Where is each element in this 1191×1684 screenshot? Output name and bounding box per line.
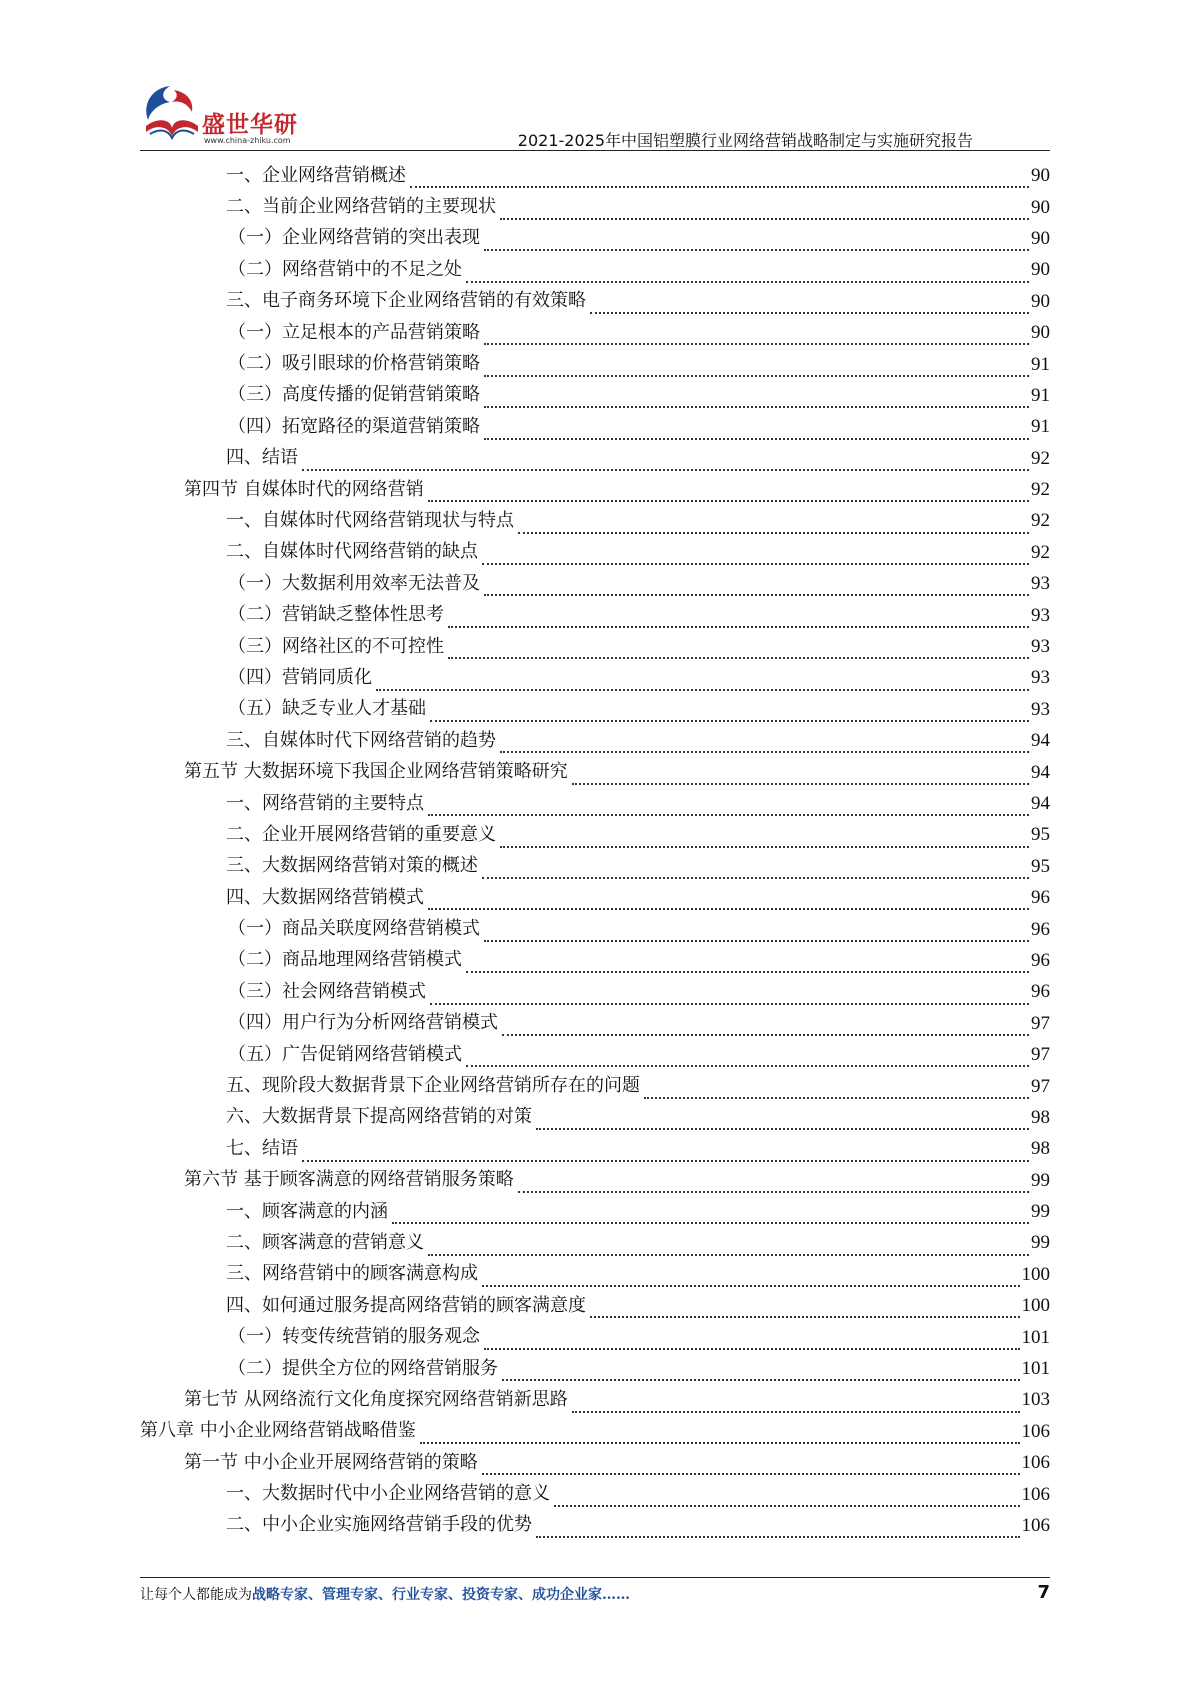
toc-entry-page: 101 (1021, 1358, 1050, 1380)
toc-entry-page: 99 (1031, 1232, 1050, 1254)
toc-entry[interactable] (140, 443, 1050, 474)
toc-dot-leader (500, 733, 1029, 753)
toc-entry-label: 第五节 大数据环境下我国企业网络营销策略研究 (184, 761, 568, 783)
header-divider (140, 150, 1050, 151)
toc-dot-leader (302, 451, 1029, 471)
toc-entry[interactable] (140, 1039, 1050, 1070)
toc-entry-page: 96 (1031, 918, 1050, 940)
toc-entry-label: 二、当前企业网络营销的主要现状 (226, 196, 496, 218)
toc-entry[interactable] (140, 1133, 1050, 1164)
toc-entry-page: 94 (1031, 730, 1050, 752)
toc-entry[interactable] (140, 380, 1050, 411)
toc-dot-leader (518, 1173, 1029, 1193)
company-logo (140, 82, 310, 144)
toc-entry-page: 97 (1031, 1044, 1050, 1066)
toc-entry-label: （四）拓宽路径的渠道营销策略 (228, 415, 480, 437)
toc-entry-page: 92 (1031, 479, 1050, 501)
toc-dot-leader (484, 576, 1029, 596)
toc-entry-label: 七、结语 (226, 1137, 298, 1159)
toc-dot-leader (484, 357, 1029, 377)
toc-entry-label: 一、大数据时代中小企业网络营销的意义 (226, 1483, 550, 1505)
logo-emblem-icon (140, 82, 204, 144)
toc-dot-leader (644, 1079, 1029, 1099)
toc-entry-label: （一）大数据利用效率无法普及 (228, 572, 480, 594)
toc-entry-page: 98 (1031, 1138, 1050, 1160)
toc-dot-leader (482, 1267, 1020, 1287)
toc-entry[interactable] (140, 976, 1050, 1007)
toc-entry[interactable] (140, 913, 1050, 944)
toc-entry-label: 三、自媒体时代下网络营销的趋势 (226, 729, 496, 751)
toc-dot-leader (590, 294, 1029, 314)
toc-dot-leader (484, 922, 1029, 942)
toc-entry[interactable] (140, 537, 1050, 568)
footer-slogan-prefix: 让每个人都能成为 (140, 1587, 252, 1603)
toc-dot-leader (410, 168, 1029, 188)
toc-dot-leader (484, 388, 1029, 408)
report-title: 2021-2025年中国铝塑膜行业网络营销战略制定与实施研究报告 (517, 131, 973, 150)
toc-entry-page: 93 (1031, 667, 1050, 689)
toc-entry[interactable] (140, 1447, 1050, 1478)
toc-entry-page: 96 (1031, 949, 1050, 971)
toc-entry-label: 第七节 从网络流行文化角度探究网络营销新思路 (184, 1388, 568, 1410)
toc-entry-label: （五）广告促销网络营销模式 (228, 1043, 462, 1065)
toc-entry-page: 99 (1031, 1201, 1050, 1223)
toc-entry-label: 三、网络营销中的顾客满意构成 (226, 1263, 478, 1285)
toc-entry-label: （二）商品地理网络营销模式 (228, 949, 462, 971)
toc-entry[interactable] (140, 160, 1050, 191)
toc-dot-leader (482, 859, 1029, 879)
toc-entry-page: 91 (1031, 384, 1050, 406)
footer-divider (140, 1577, 1050, 1578)
toc-entry-page: 97 (1031, 1012, 1050, 1034)
toc-entry[interactable] (140, 1321, 1050, 1352)
toc-entry-label: 五、现阶段大数据背景下企业网络营销所存在的问题 (226, 1075, 640, 1097)
toc-entry[interactable] (140, 694, 1050, 725)
toc-entry-page: 96 (1031, 887, 1050, 909)
toc-dot-leader (500, 200, 1029, 220)
toc-dot-leader (484, 231, 1029, 251)
toc-entry-label: （一）商品关联度网络营销模式 (228, 918, 480, 940)
toc-dot-leader (420, 1424, 1020, 1444)
toc-entry-label: 二、自媒体时代网络营销的缺点 (226, 541, 478, 563)
toc-entry-page: 100 (1021, 1295, 1050, 1317)
logo-name: 盛世华研 (202, 112, 298, 138)
toc-entry-page: 92 (1031, 510, 1050, 532)
toc-entry[interactable] (140, 1196, 1050, 1227)
toc-entry-label: 三、大数据网络营销对策的概述 (226, 855, 478, 877)
toc-dot-leader (430, 985, 1029, 1005)
toc-entry[interactable] (140, 1353, 1050, 1384)
toc-entry[interactable] (140, 1416, 1050, 1447)
toc-entry-label: 六、大数据背景下提高网络营销的对策 (226, 1106, 532, 1128)
toc-dot-leader (502, 1016, 1029, 1036)
toc-dot-leader (572, 765, 1029, 785)
toc-entry[interactable] (140, 568, 1050, 599)
toc-entry[interactable] (140, 851, 1050, 882)
toc-dot-leader (448, 639, 1029, 659)
toc-entry[interactable] (140, 819, 1050, 850)
toc-entry[interactable] (140, 631, 1050, 662)
toc-dot-leader (466, 953, 1029, 973)
toc-entry-page: 106 (1021, 1483, 1050, 1505)
toc-dot-leader (484, 325, 1029, 345)
toc-entry-page: 91 (1031, 353, 1050, 375)
toc-entry[interactable] (140, 662, 1050, 693)
toc-dot-leader (482, 545, 1029, 565)
toc-entry-page: 101 (1021, 1326, 1050, 1348)
toc-entry[interactable] (140, 1290, 1050, 1321)
toc-entry-label: 四、大数据网络营销模式 (226, 886, 424, 908)
toc-entry-label: （一）企业网络营销的突出表现 (228, 227, 480, 249)
toc-entry-label: 二、企业开展网络营销的重要意义 (226, 823, 496, 845)
toc-entry-label: （五）缺乏专业人才基础 (228, 698, 426, 720)
toc-entry[interactable] (140, 223, 1050, 254)
toc-entry[interactable] (140, 599, 1050, 630)
toc-entry-page: 91 (1031, 416, 1050, 438)
toc-entry-page: 90 (1031, 290, 1050, 312)
toc-entry-page: 94 (1031, 793, 1050, 814)
toc-entry-label: 二、中小企业实施网络营销手段的优势 (226, 1514, 532, 1536)
toc-entry-label: 一、企业网络营销概述 (226, 164, 406, 186)
toc-entry-label: 一、顾客满意的内涵 (226, 1200, 388, 1222)
toc-dot-leader (428, 482, 1029, 502)
toc-entry-page: 95 (1031, 824, 1050, 846)
toc-entry-page: 93 (1031, 636, 1050, 658)
toc-dot-leader (430, 702, 1029, 722)
toc-dot-leader (428, 796, 1029, 816)
toc-dot-leader (484, 420, 1029, 440)
toc-entry-page: 90 (1031, 196, 1050, 218)
toc-entry-label: 第八章 中小企业网络营销战略借鉴 (140, 1420, 416, 1442)
toc-entry-page: 106 (1021, 1420, 1050, 1442)
toc-entry[interactable] (140, 1165, 1050, 1196)
toc-entry-label: 第四节 自媒体时代的网络营销 (184, 478, 424, 500)
toc-entry-page: 93 (1031, 573, 1050, 595)
toc-dot-leader (392, 1204, 1029, 1224)
toc-dot-leader (590, 1298, 1020, 1318)
toc-entry-label: 一、网络营销的主要特点 (226, 792, 424, 814)
toc-entry-page: 106 (1021, 1514, 1050, 1536)
toc-dot-leader (482, 1455, 1020, 1475)
toc-entry-page: 92 (1031, 541, 1050, 563)
toc-dot-leader (466, 1047, 1029, 1067)
toc-entry-label: （一）转变传统营销的服务观念 (228, 1326, 480, 1348)
toc-entry[interactable] (140, 191, 1050, 222)
toc-entry-label: （一）立足根本的产品营销策略 (228, 321, 480, 343)
toc-dot-leader (448, 608, 1029, 628)
toc-entry-label: （二）提供全方位的网络营销服务 (228, 1357, 498, 1379)
toc-entry[interactable] (140, 1259, 1050, 1290)
toc-entry-page: 90 (1031, 322, 1050, 344)
toc-entry[interactable] (140, 756, 1050, 787)
toc-dot-leader (428, 1236, 1029, 1256)
toc-entry-page: 106 (1021, 1452, 1050, 1474)
toc-entry[interactable] (140, 317, 1050, 348)
footer-slogan-highlight: 战略专家、管理专家、行业专家、投资专家、成功企业家…… (252, 1587, 630, 1603)
toc-entry-page: 96 (1031, 981, 1050, 1003)
toc-entry[interactable] (140, 348, 1050, 379)
toc-entry[interactable] (140, 505, 1050, 536)
toc-entry-label: （三）网络社区的不可控性 (228, 635, 444, 657)
logo-url: www.china-zhiku.com (204, 136, 291, 145)
toc-entry-label: （三）社会网络营销模式 (228, 980, 426, 1002)
toc-entry-page: 93 (1031, 604, 1050, 626)
toc-entry[interactable] (140, 1008, 1050, 1039)
toc-entry[interactable] (140, 286, 1050, 317)
toc-entry[interactable] (140, 474, 1050, 505)
toc-entry-label: （二）吸引眼球的价格营销策略 (228, 353, 480, 375)
toc-entry-page: 90 (1031, 165, 1050, 187)
toc-dot-leader (502, 1361, 1020, 1381)
toc-entry[interactable] (140, 254, 1050, 285)
toc-entry-page: 90 (1031, 259, 1050, 281)
toc-entry-label: （二）网络营销中的不足之处 (228, 258, 462, 280)
toc-entry-label: （三）高度传播的促销营销策略 (228, 384, 480, 406)
toc-entry-page: 94 (1031, 761, 1050, 783)
toc-entry-label: （四）用户行为分析网络营销模式 (228, 1012, 498, 1034)
toc-dot-leader (376, 671, 1029, 691)
toc-dot-leader (302, 1142, 1029, 1162)
toc-dot-leader (554, 1487, 1020, 1507)
toc-entry[interactable] (140, 1070, 1050, 1101)
toc-entry-page: 97 (1031, 1075, 1050, 1097)
toc-entry-label: （四）营销同质化 (228, 666, 372, 688)
toc-entry[interactable] (140, 725, 1050, 756)
toc-entry[interactable] (140, 1478, 1050, 1509)
toc-entry-page: 103 (1021, 1389, 1050, 1411)
toc-entry[interactable] (140, 1227, 1050, 1258)
toc-entry[interactable] (140, 1102, 1050, 1133)
toc-entry-label: 第六节 基于顾客满意的网络营销服务策略 (184, 1169, 514, 1191)
toc-entry-label: 二、顾客满意的营销意义 (226, 1231, 424, 1253)
toc-entry-label: 三、电子商务环境下企业网络营销的有效策略 (226, 290, 586, 312)
toc-entry[interactable] (140, 1384, 1050, 1415)
footer-slogan (140, 1584, 630, 1604)
toc-entry-label: 四、结语 (226, 447, 298, 469)
toc-entry-page: 100 (1021, 1263, 1050, 1285)
toc-entry-page: 95 (1031, 855, 1050, 877)
toc-dot-leader (572, 1393, 1020, 1413)
toc-entry-page: 90 (1031, 227, 1050, 249)
toc-dot-leader (536, 1518, 1020, 1538)
toc-entry-page: 98 (1031, 1106, 1050, 1128)
toc-dot-leader (466, 263, 1029, 283)
table-of-contents (140, 160, 1050, 1541)
toc-entry[interactable] (140, 945, 1050, 976)
page-number: 7 (1037, 1582, 1050, 1603)
toc-entry[interactable] (140, 1510, 1050, 1541)
toc-dot-leader (500, 828, 1029, 848)
toc-entry[interactable] (140, 411, 1050, 442)
toc-dot-leader (484, 1330, 1020, 1350)
toc-dot-leader (536, 1110, 1029, 1130)
toc-dot-leader (428, 890, 1029, 910)
toc-entry-page: 93 (1031, 698, 1050, 720)
toc-entry[interactable] (140, 882, 1050, 913)
toc-entry-label: 四、如何通过服务提高网络营销的顾客满意度 (226, 1294, 586, 1316)
toc-dot-leader (518, 514, 1029, 534)
toc-entry-page: 99 (1031, 1169, 1050, 1191)
toc-entry-label: 第一节 中小企业开展网络营销的策略 (184, 1451, 478, 1473)
toc-entry-label: 一、自媒体时代网络营销现状与特点 (226, 509, 514, 531)
toc-entry-page: 92 (1031, 447, 1050, 469)
toc-entry[interactable] (140, 788, 1050, 819)
toc-entry-label: （二）营销缺乏整体性思考 (228, 604, 444, 626)
